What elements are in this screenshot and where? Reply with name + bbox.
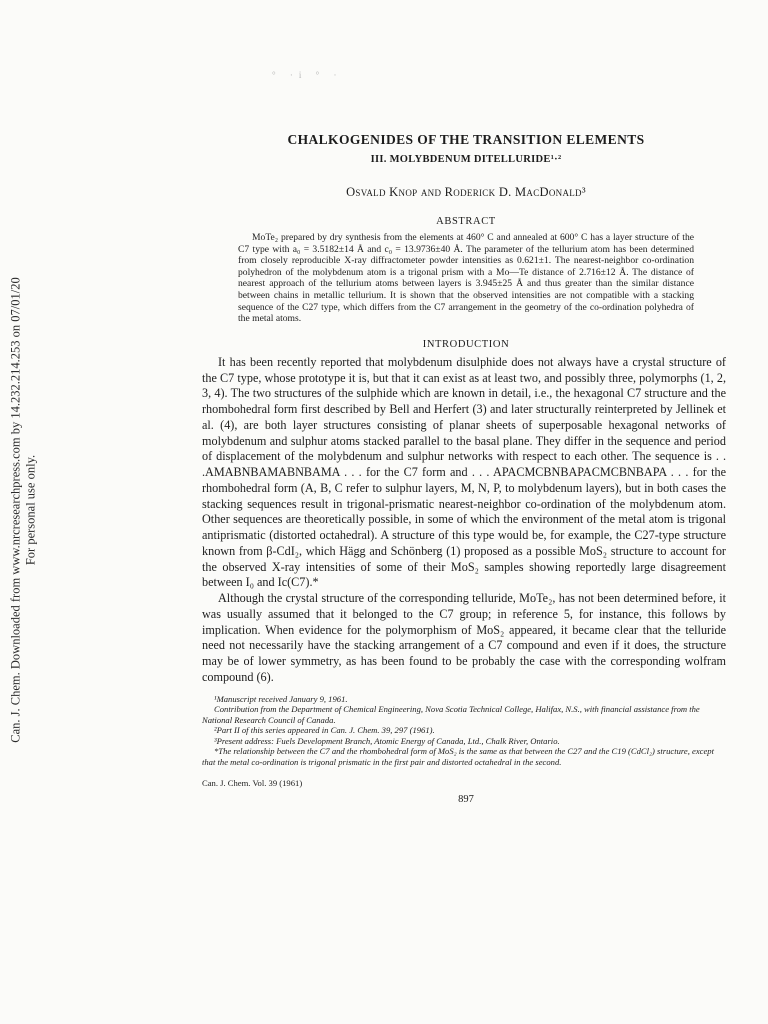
download-watermark [2, 230, 46, 790]
footnote: Contribution from the Department of Chemical Engineering, Nova Scotia Technical College, Halifax, N.S., with financial assistance from the National Research Council of Canada. [202, 704, 700, 725]
watermark-line-2: For personal use only. [24, 454, 38, 566]
footnote: ³Present address: Fuels Development Branch, Atomic Energy of Canada, Ltd., Chalk River, Ontario. [214, 735, 560, 746]
abstract-text: MoTe₂ prepared by dry synthesis from the elements at 460° C and annealed at 600° C has a layer structure of the C7 type with a₀ = 3.5182±14 Å and c₀ = 13.9736±40 Å. The parameter of the tellurium atom has been determined from closely reproducible X-ray diffractometer powder intensities as 0.621±1. The nearest-neighbor co-ordination polyhedron of the molybdenum atom is a trigonal prism with a Mo—Te distance of 2.716±12 Å. The distance of nearest approach of the tellurium atoms between layers is 3.945±25 Å and thus greater than the similar distance between chains in metallic tellurium. It is shown that the observed intensities are not compatible with a stacking sequence of the C27 type, which differs from the C7 arrangement in the geometry of the co-ordination polyhedra of the metal atoms. [238, 232, 694, 325]
footnote: *The relationship between the C7 and the rhombohedral form of MoS₂ is the same as that between the C27 and the C19 (CdCl₂) structure, except that the metal co-ordination is trigonal prismatic in the first pair and distorted octahedral in the second. [202, 746, 714, 768]
introduction-body [202, 355, 726, 686]
article-title: CHALKOGENIDES OF THE TRANSITION ELEMENTS [287, 132, 645, 147]
introduction-heading: INTRODUCTION [422, 338, 510, 350]
paragraph: It has been recently reported that molybdenum disulphide does not always have a crystal structure of the C7 type, whose prototype it is, but that it can exist as at least two, and possibly three, polymorphs (1, 2, 3, 4). The two structures of the sulphide which are known in detail, i.e., the hexagonal C7 structure and the rhombohedral form first described by Bell and Herfert (3) and later structurally reinterpreted by Jellinek et al. (4), are both layer structures consisting of planar sheets of superposable hexagonal networks of molybdenum and sulphur atoms stacked parallel to the basal plane. They differ in the sequence and period of displacement of the molybdenum and sulphur networks with respect to each other. The sequence is . . .AMABNBAMABNBAMA . . . for the C7 form and . . . APACMCBNBAPACMCBNBAPA . . . for the rhombohedral form (A, B, C refer to sulphur layers, M, N, P, to molybdenum layers), but in both cases the stacking sequences result in trigonal-prismatic nearest-neighbor co-ordination of the molybdenum atom. Other sequences are theoretically possible, in some of which the environment of the metal atom is trigonal antiprismatic (distorted octahedral). A structure of this type would be, for example, the C27-type structure known from β-CdI₂, which Hägg and Schönberg (1) proposed as a possible MoS₂ structure to account for the observed X-ray intensities of some of their MoS₂ samples showing reportedly large disagreement between I₀ and Ic(C7).* [202, 354, 726, 590]
page-number: 897 [458, 793, 474, 805]
journal-reference: Can. J. Chem. Vol. 39 (1961) [202, 777, 303, 788]
article-subtitle: III. MOLYBDENUM DITELLURIDE¹·² [370, 154, 562, 165]
footnote: ¹Manuscript received January 9, 1961. [214, 693, 348, 704]
authors: Osvald Knop and Roderick D. MacDonald³ [346, 185, 586, 199]
abstract-heading: ABSTRACT [436, 216, 496, 227]
footnote: ²Part II of this series appeared in Can. J. Chem. 39, 297 (1961). [214, 725, 435, 736]
watermark-line-1: Can. J. Chem. Downloaded from www.nrcresearchpress.com by 14.232.214.253 on 07/01/20 [9, 277, 23, 743]
paragraph: Although the crystal structure of the corresponding telluride, MoTe₂, has not been determined before, it was usually assumed that it belonged to the C7 group; in reference 5, for instance, this follows by implication. When evidence for the polymorphism of MoS₂ appeared, it became clear that the telluride need not necessarily have the stacking arrangement of a C7 compound and even if it does, the structure may be of lower symmetry, as has been found to be probably the case with the corresponding wolfram compound (6). [202, 591, 726, 684]
footnotes [202, 694, 726, 768]
article-page [202, 132, 726, 805]
header-marks: ° ·i ° · [272, 70, 343, 80]
